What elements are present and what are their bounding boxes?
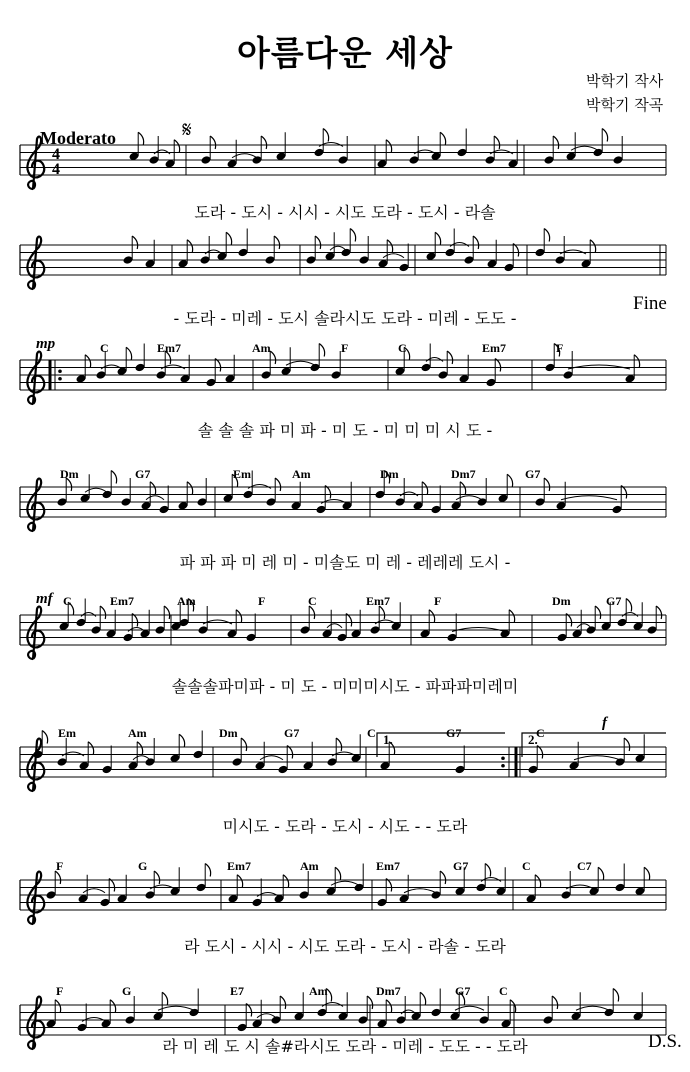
tie-arc xyxy=(576,1006,609,1010)
chord-symbol: F xyxy=(56,984,64,998)
treble-clef xyxy=(27,607,44,659)
note-flag xyxy=(42,731,47,744)
note-flag xyxy=(595,606,600,619)
chord-symbol: Em7 xyxy=(110,594,134,608)
chord-symbol: C xyxy=(522,859,531,873)
tie-arc xyxy=(158,1006,194,1010)
note-flag xyxy=(110,1000,115,1013)
note-flag xyxy=(187,240,192,253)
chord-symbol: Em7 xyxy=(376,859,400,873)
note-flag xyxy=(261,136,266,149)
lyric-line: 파 파 파 미 레 미 - 미솔도 미 레 - 레레레 도시 - xyxy=(179,553,511,572)
chord-symbol: Dm xyxy=(219,726,238,740)
chord-symbol: F xyxy=(434,594,442,608)
dynamic-marking: mp xyxy=(36,336,56,352)
note-flag xyxy=(387,240,392,253)
chord-symbol: Em7 xyxy=(227,859,251,873)
treble-clef xyxy=(27,137,44,189)
tie-arc xyxy=(85,488,107,492)
staff-system-6 xyxy=(20,715,666,836)
note-flag xyxy=(237,875,242,888)
chord-symbol: G xyxy=(122,984,132,998)
treble-clef xyxy=(27,479,44,531)
tie-arc xyxy=(83,889,105,893)
chord-symbol: Em7 xyxy=(366,594,390,608)
volta-2-label: 2. xyxy=(528,732,538,747)
fine-marking: Fine xyxy=(633,293,667,314)
staff-system-7 xyxy=(20,859,666,956)
staff-system-8 xyxy=(20,984,666,1056)
note-flag xyxy=(319,344,324,357)
note-flag xyxy=(270,351,275,364)
note-flag xyxy=(132,236,137,249)
tie-arc xyxy=(330,246,346,250)
note-flag xyxy=(644,867,649,880)
treble-clef xyxy=(27,237,44,289)
chord-symbol: C xyxy=(536,726,545,740)
note-flag xyxy=(154,871,159,884)
note-flag xyxy=(613,989,618,1002)
chord-symbol: F xyxy=(341,341,349,355)
note-flag xyxy=(386,140,391,153)
note-flag xyxy=(386,1000,391,1013)
chord-symbol: F xyxy=(556,341,564,355)
repeat-dot xyxy=(58,369,62,373)
tie-arc xyxy=(260,756,283,760)
note-flag xyxy=(447,351,452,364)
dynamic-marking: f xyxy=(602,715,607,731)
note-flag xyxy=(88,742,93,755)
lyric-line: 미시도 - 도라 - 도시 - 시도 - - 도라 xyxy=(222,817,468,836)
note-flag xyxy=(535,875,540,888)
note-flag xyxy=(590,240,595,253)
chord-symbol: Dm7 xyxy=(451,467,476,481)
note-flag xyxy=(137,742,142,755)
note-flag xyxy=(420,992,425,1005)
dynamic-marking: mf xyxy=(36,591,53,607)
note-flag xyxy=(315,236,320,249)
time-signature-bottom: 4 xyxy=(52,161,60,178)
chord-symbol: G7 xyxy=(135,467,151,481)
lyric-line: 라 미 레 도 시 솔#라시도 도라 - 미레 - 도도 - - 도라 xyxy=(162,1037,528,1056)
note-flag xyxy=(598,867,603,880)
note-flag xyxy=(205,864,210,877)
chord-symbol: G7 xyxy=(284,726,300,740)
chord-symbol: G7 xyxy=(525,467,541,481)
chord-symbol: G7 xyxy=(446,726,462,740)
chord-symbol: G7 xyxy=(455,984,471,998)
note-flag xyxy=(602,129,607,142)
note-flag xyxy=(280,996,285,1009)
staff-system-3 xyxy=(20,336,666,440)
note-flag xyxy=(544,229,549,242)
note-flag xyxy=(485,864,490,877)
treble-clef xyxy=(27,352,44,404)
note-flag xyxy=(150,482,155,495)
note-flag xyxy=(552,996,557,1009)
chord-symbol: Am xyxy=(252,341,271,355)
note-flag xyxy=(440,132,445,145)
note-flag xyxy=(440,871,445,884)
lyric-line: 도라 - 도시 - 시시 - 시도 도라 - 도시 - 라솔 xyxy=(194,203,496,222)
repeat-dot xyxy=(501,756,505,760)
tie-arc xyxy=(327,624,342,628)
note-flag xyxy=(473,236,478,249)
chord-symbol: Em xyxy=(233,467,251,481)
staff-system-1 xyxy=(20,118,666,222)
tie-arc xyxy=(383,254,404,258)
staff-system-4 xyxy=(20,467,666,572)
chord-symbol: G7 xyxy=(606,594,622,608)
note-flag xyxy=(624,738,629,751)
staff-system-2 xyxy=(20,229,666,329)
tie-arc xyxy=(561,496,617,500)
chord-symbol: C xyxy=(63,594,72,608)
tie-arc xyxy=(574,756,620,760)
tie-arc xyxy=(577,624,591,628)
tie-arc xyxy=(404,889,436,893)
note-flag xyxy=(656,606,661,619)
note-flag xyxy=(435,232,440,245)
lyricist-credit: 박학기 작사 xyxy=(586,72,664,90)
chord-symbol: Em xyxy=(58,726,76,740)
note-flag xyxy=(626,599,631,612)
note-flag xyxy=(494,136,499,149)
chord-symbol: C xyxy=(398,341,407,355)
note-flag xyxy=(510,1000,515,1013)
chord-symbol: Dm xyxy=(380,467,399,481)
treble-clef xyxy=(27,997,44,1049)
time-signature-top: 4 xyxy=(52,146,60,163)
song-title: 아름다운 세상 xyxy=(237,34,453,74)
chord-symbol: C7 xyxy=(577,859,592,873)
chord-symbol: Am xyxy=(292,467,311,481)
note-flag xyxy=(460,482,465,495)
note-flag xyxy=(274,236,279,249)
lyric-line: 라 도시 - 시시 - 시도 도라 - 도시 - 라솔 - 도라 xyxy=(184,937,506,956)
note-flag xyxy=(241,738,246,751)
chord-symbol: Am xyxy=(128,726,147,740)
lyric-line: 솔 솔 솔 파 미 파 - 미 도 - 미 미 미 시 도 - xyxy=(197,421,493,440)
chord-symbol: Dm xyxy=(552,594,571,608)
note-flag xyxy=(174,140,179,153)
note-flag xyxy=(236,610,241,623)
ds-marking: D.S. xyxy=(648,1031,682,1052)
chord-symbol: C xyxy=(100,341,109,355)
note-flag xyxy=(210,136,215,149)
repeat-dot xyxy=(58,377,62,381)
chord-symbol: C xyxy=(308,594,317,608)
note-flag xyxy=(226,232,231,245)
volta-1-label: 1. xyxy=(383,732,393,747)
note-flag xyxy=(55,1000,60,1013)
note-flag xyxy=(164,606,169,619)
composer-credit: 박학기 작곡 xyxy=(586,96,664,114)
note-flag xyxy=(162,992,167,1005)
chord-symbol: Em7 xyxy=(157,341,181,355)
note-flag xyxy=(509,610,514,623)
chord-symbol: Dm7 xyxy=(376,984,401,998)
chord-symbol: C xyxy=(499,984,508,998)
note-flag xyxy=(275,478,280,491)
note-flag xyxy=(126,347,131,360)
note-flag xyxy=(544,478,549,491)
tie-arc xyxy=(257,1014,276,1018)
note-flag xyxy=(507,474,512,487)
note-flag xyxy=(350,229,355,242)
note-flag xyxy=(634,355,639,368)
repeat-dot xyxy=(501,764,505,768)
note-flag xyxy=(283,875,288,888)
treble-clef xyxy=(27,872,44,924)
lyric-line: 솔솔솔파미파 - 미 도 - 미미미시도 - 파파파미레미 xyxy=(171,677,519,696)
note-flag xyxy=(179,734,184,747)
note-flag xyxy=(335,867,340,880)
note-flag xyxy=(336,738,341,751)
chord-symbol: E7 xyxy=(230,984,245,998)
tempo-marking: Moderato xyxy=(40,128,116,148)
tie-arc xyxy=(146,496,164,500)
staff-system-5 xyxy=(20,591,666,696)
tie-arc xyxy=(133,756,150,760)
note-flag xyxy=(100,606,105,619)
note-flag xyxy=(85,355,90,368)
chord-symbol: Dm xyxy=(60,467,79,481)
note-flag xyxy=(429,610,434,623)
chord-symbol: Am xyxy=(309,984,328,998)
chord-symbol: Em7 xyxy=(482,341,506,355)
note-flag xyxy=(422,482,427,495)
volta-1-bracket xyxy=(377,733,505,757)
note-flag xyxy=(138,132,143,145)
lyric-line: - 도라 - 미레 - 도시 솔라시도 도라 - 미레 - 도도 - xyxy=(173,309,517,328)
chord-symbol: G7 xyxy=(453,859,469,873)
chord-symbol: Am xyxy=(300,859,319,873)
chord-symbol: Am xyxy=(177,594,196,608)
chord-symbol: F xyxy=(258,594,266,608)
segno-sign: 𝄋 xyxy=(182,118,192,143)
note-flag xyxy=(187,482,192,495)
chord-symbol: G xyxy=(138,859,148,873)
chord-symbol: C xyxy=(367,726,376,740)
note-flag xyxy=(111,471,116,484)
chord-symbol: F xyxy=(56,859,64,873)
note-flag xyxy=(323,129,328,142)
note-flag xyxy=(553,136,558,149)
